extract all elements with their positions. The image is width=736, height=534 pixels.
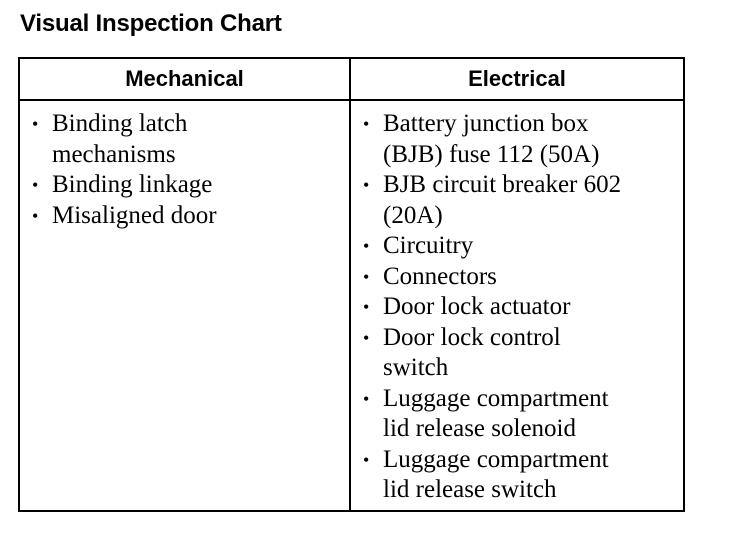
list-item (32, 201, 349, 232)
item-line: (20A) (383, 201, 443, 229)
item-text (383, 262, 683, 293)
item-line: Connectors (383, 262, 497, 290)
list-item (363, 109, 683, 170)
item-line: Luggage compartment (383, 445, 609, 473)
item-text (52, 201, 349, 232)
item-line: Binding latch (52, 110, 188, 137)
list-item (363, 445, 683, 506)
bullet-icon: • (363, 327, 370, 348)
item-line: Binding linkage (52, 171, 213, 198)
item-text (383, 170, 683, 231)
list-item (363, 231, 683, 262)
list-item (363, 292, 683, 323)
bullet-icon: • (363, 175, 370, 195)
item-line: lid release switch (383, 476, 557, 503)
inspection-table (18, 57, 685, 512)
item-text (383, 231, 683, 262)
item-text (383, 292, 683, 323)
chart-title: Visual Inspection Chart (20, 10, 282, 37)
bullet-icon: • (363, 297, 370, 317)
item-line: lid release solenoid (383, 415, 576, 442)
list-item (363, 170, 683, 231)
bullet-icon: • (363, 388, 370, 409)
item-text (383, 109, 683, 170)
item-text (383, 445, 683, 506)
mechanical-header: Mechanical (20, 59, 351, 101)
bullet-icon: • (363, 266, 370, 287)
item-text (383, 384, 683, 445)
item-line: switch (383, 354, 449, 381)
electrical-list (363, 109, 683, 506)
list-item (363, 262, 683, 293)
bullet-icon: • (32, 114, 39, 134)
list-item (363, 323, 683, 384)
item-line: BJB circuit breaker 602 (383, 171, 622, 198)
mechanical-column (20, 101, 351, 510)
electrical-header: Electrical (351, 59, 683, 101)
bullet-icon: • (32, 205, 39, 226)
electrical-column (351, 101, 683, 510)
bullet-icon: • (32, 175, 39, 195)
item-line: Battery junction box (383, 110, 589, 137)
item-line: Circuitry (383, 232, 474, 259)
item-line: Door lock control (383, 323, 561, 351)
item-line: Misaligned door (52, 201, 217, 229)
item-text (52, 109, 349, 170)
item-line: Door lock actuator (383, 293, 571, 320)
item-line: mechanisms (52, 140, 176, 168)
bullet-icon: • (363, 449, 370, 470)
item-text (383, 323, 683, 384)
list-item (32, 170, 349, 201)
item-line: (BJB) fuse 112 (50A) (383, 140, 600, 168)
list-item (363, 384, 683, 445)
bullet-icon: • (363, 114, 370, 134)
list-item (32, 109, 349, 170)
item-text (52, 170, 349, 201)
bullet-icon: • (363, 236, 370, 256)
item-line: Luggage compartment (383, 384, 609, 412)
mechanical-list (32, 109, 349, 231)
